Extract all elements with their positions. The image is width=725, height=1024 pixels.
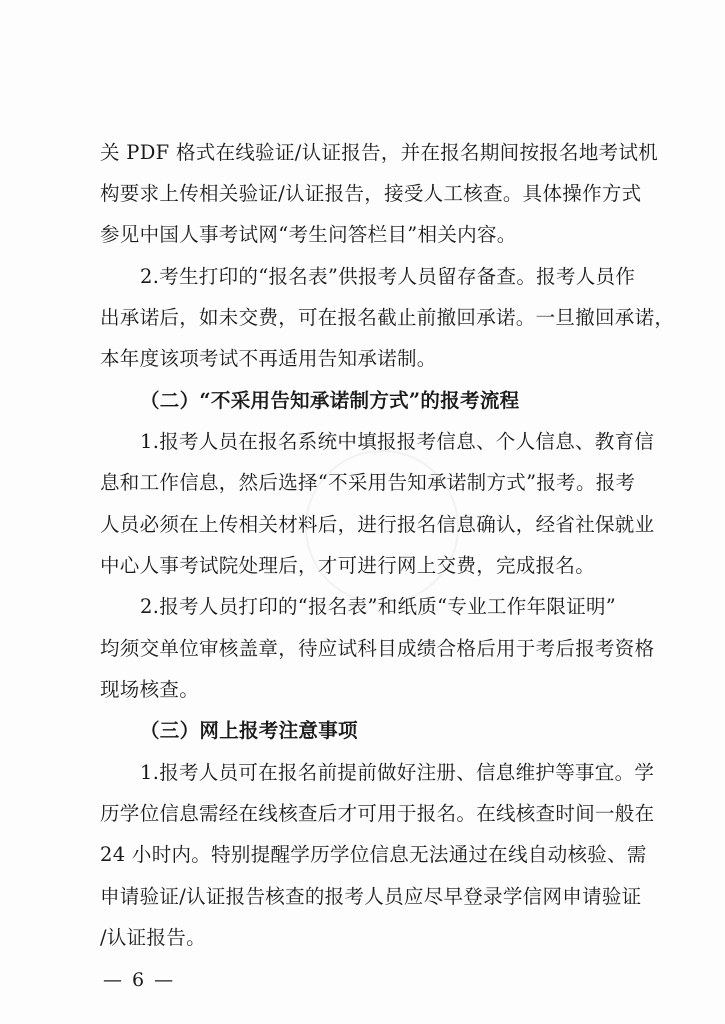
text-line: 1.报考人员可在报名前提前做好注册、信息维护等事宜。学 xyxy=(140,761,655,784)
text-line: 均须交单位审核盖章，待应试科目成绩合格后用于考后报考资格 xyxy=(100,637,655,660)
text-line: 构要求上传相关验证/认证报告，接受人工核查。具体操作方式 xyxy=(100,182,642,205)
section-heading: （三）网上报考注意事项 xyxy=(140,719,358,742)
text-line: 人员必须在上传相关材料后，进行报名信息确认，经省社保就业 xyxy=(100,513,655,536)
page-number: — 6 — xyxy=(103,969,176,991)
text-line: 中心人事考试院处理后，才可进行网上交费，完成报名。 xyxy=(100,554,596,577)
section-heading: （二）“不采用告知承诺制方式”的报考流程 xyxy=(140,389,520,412)
text-line: 2.报考人员打印的“报名表”和纸质“专业工作年限证明” xyxy=(140,595,617,618)
text-line: /认证报告。 xyxy=(100,926,206,949)
text-line: 申请验证/认证报告核查的报考人员应尽早登录学信网申请验证 xyxy=(100,885,642,908)
text-line: 1.报考人员在报名系统中填报报考信息、个人信息、教育信 xyxy=(140,430,655,453)
text-line: 2.考生打印的“报名表”供报考人员留存备查。报考人员作 xyxy=(140,265,636,288)
text-line: 24 小时内。特别提醒学历学位信息无法通过在线自动核验、需 xyxy=(100,843,647,866)
text-line: 关 PDF 格式在线验证/认证报告，并在报名期间按报名地考试机 xyxy=(100,141,659,164)
text-line: 参见中国人事考试网“考生问答栏目”相关内容。 xyxy=(100,223,517,246)
text-line: 出承诺后，如未交费，可在报名截止前撤回承诺。一旦撤回承诺， xyxy=(100,306,675,329)
text-line: 息和工作信息，然后选择“不采用告知承诺制方式”报考。报考 xyxy=(100,471,636,494)
text-line: 历学位信息需经在线核查后才可用于报名。在线核查时间一般在 xyxy=(100,802,655,825)
text-line: 现场核查。 xyxy=(100,678,200,701)
text-line: 本年度该项考试不再适用告知承诺制。 xyxy=(100,347,437,370)
